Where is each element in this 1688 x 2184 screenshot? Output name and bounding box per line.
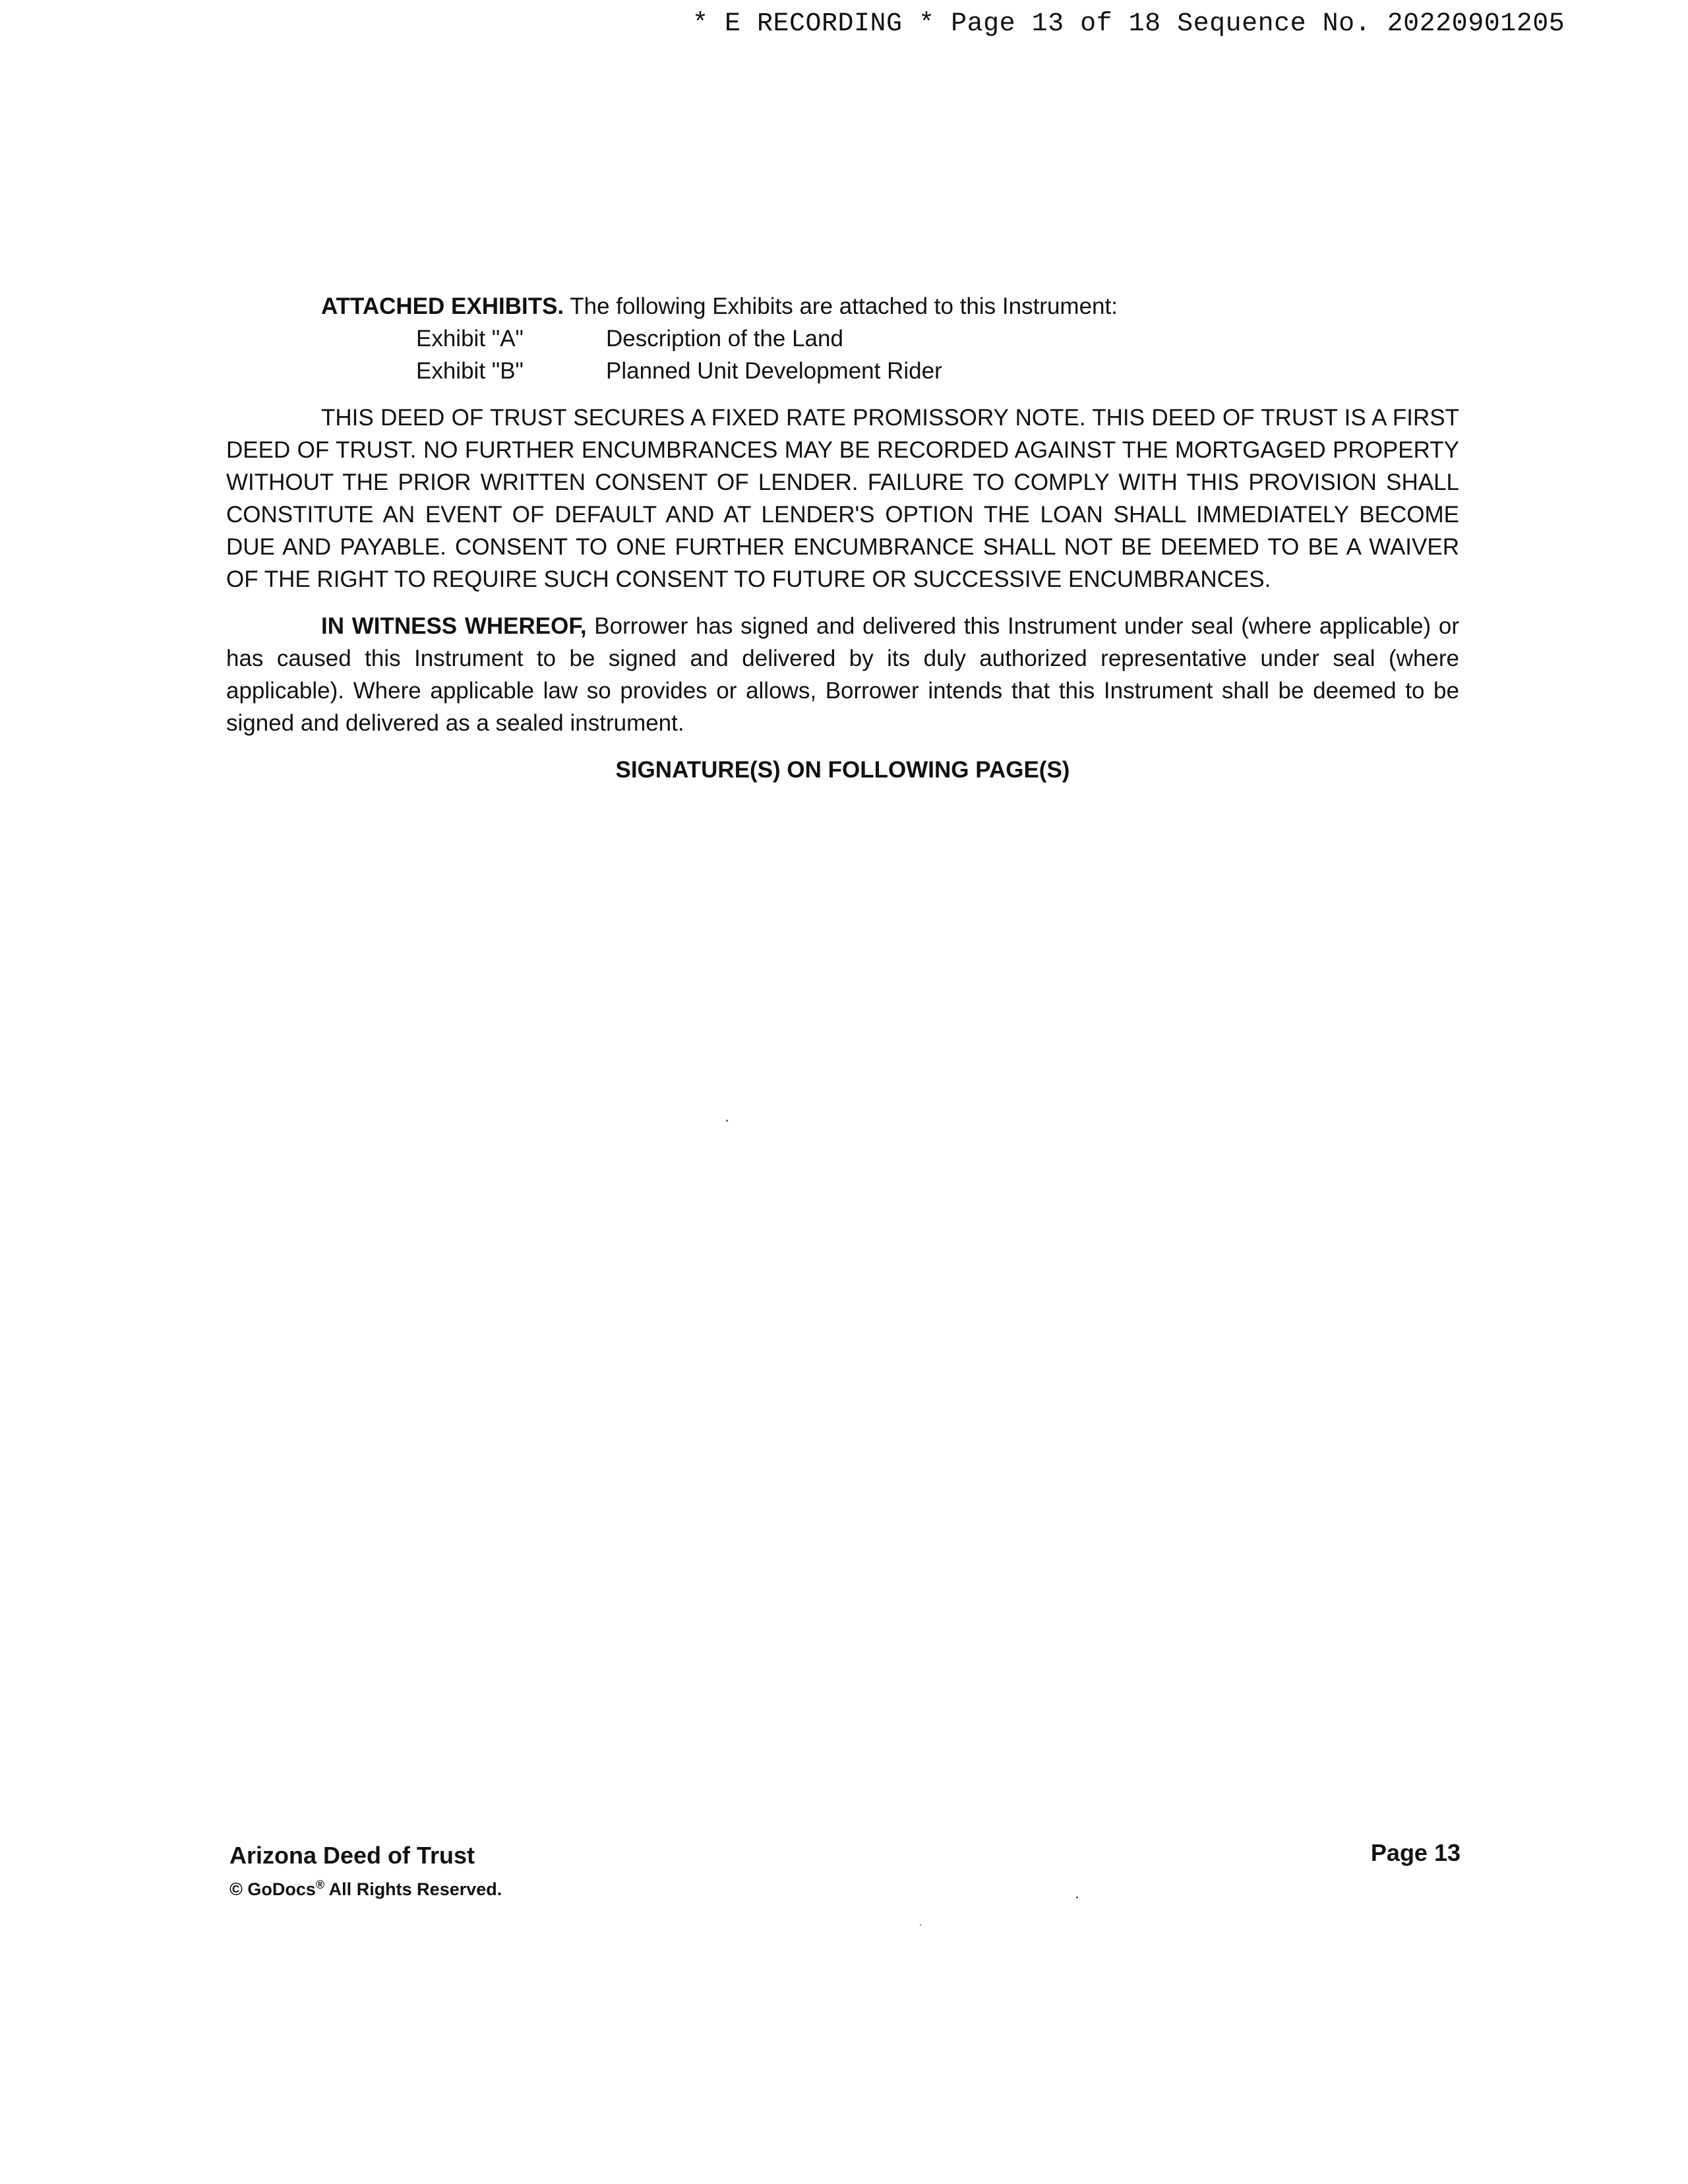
attached-exhibits-intro xyxy=(226,290,1459,322)
exhibit-description: Planned Unit Development Rider xyxy=(606,358,942,384)
copyright-prefix: © GoDocs xyxy=(229,1879,316,1899)
attached-exhibits-text: The following Exhibits are attached to this Instrument: xyxy=(564,293,1118,319)
exhibit-row xyxy=(226,322,1459,355)
witness-text: Borrower has signed and delivered this Instrument under seal (where applicable) or has caused this Instrument to be signed and delivered by its duly authorized representative under seal (where applicable). Where applicable law so provides or allows, Borrower intends that this Instrument shall be deemed to be signed and delivered as a sealed instrument. xyxy=(226,613,1459,736)
footer-page-number: Page 13 xyxy=(1370,1839,1461,1866)
signature-notice: SIGNATURE(S) ON FOLLOWING PAGE(S) xyxy=(615,757,1070,783)
document-body xyxy=(226,290,1459,786)
footer-left xyxy=(229,1840,502,1902)
exhibit-row xyxy=(226,355,1459,387)
exhibit-list xyxy=(226,322,1459,387)
trust-notice-paragraph: THIS DEED OF TRUST SECURES A FIXED RATE PROMISSORY NOTE. THIS DEED OF TRUST IS A FIRST DEED OF TRUST. NO FURTHER ENCUMBRANCES MAY BE RECORDED AGAINST THE MORTGAGED PROPERTY WITHOUT THE PRIOR WRITTEN CONSENT OF LENDER. FAILURE TO COMPLY WITH THIS PROVISION SHALL CONSTITUTE AN EVENT OF DEFAULT AND AT LENDER'S OPTION THE LOAN SHALL IMMEDIATELY BECOME DUE AND PAYABLE. CONSENT TO ONE FURTHER ENCUMBRANCE SHALL NOT BE DEEMED TO BE A WAIVER OF THE RIGHT TO REQUIRE SUCH CONSENT TO FUTURE OR SUCCESSIVE ENCUMBRANCES. xyxy=(226,405,1459,592)
exhibit-label: Exhibit "A" xyxy=(416,326,524,351)
recording-stamp: * E RECORDING * Page 13 of 18 Sequence No. 20220901205 xyxy=(692,9,1565,39)
scan-speck xyxy=(726,1120,728,1122)
scan-speck xyxy=(1076,1896,1078,1898)
footer-copyright xyxy=(229,1871,502,1902)
exhibit-label: Exhibit "B" xyxy=(416,358,524,384)
footer-document-title: Arizona Deed of Trust xyxy=(229,1842,475,1869)
exhibit-description: Description of the Land xyxy=(606,326,843,351)
copyright-suffix: All Rights Reserved. xyxy=(324,1879,502,1899)
attached-exhibits-heading: ATTACHED EXHIBITS. xyxy=(321,293,564,319)
scan-speck xyxy=(920,1924,921,1926)
registered-mark: ® xyxy=(315,1878,325,1891)
witness-paragraph xyxy=(226,610,1459,739)
witness-heading: IN WITNESS WHEREOF, xyxy=(321,613,587,639)
